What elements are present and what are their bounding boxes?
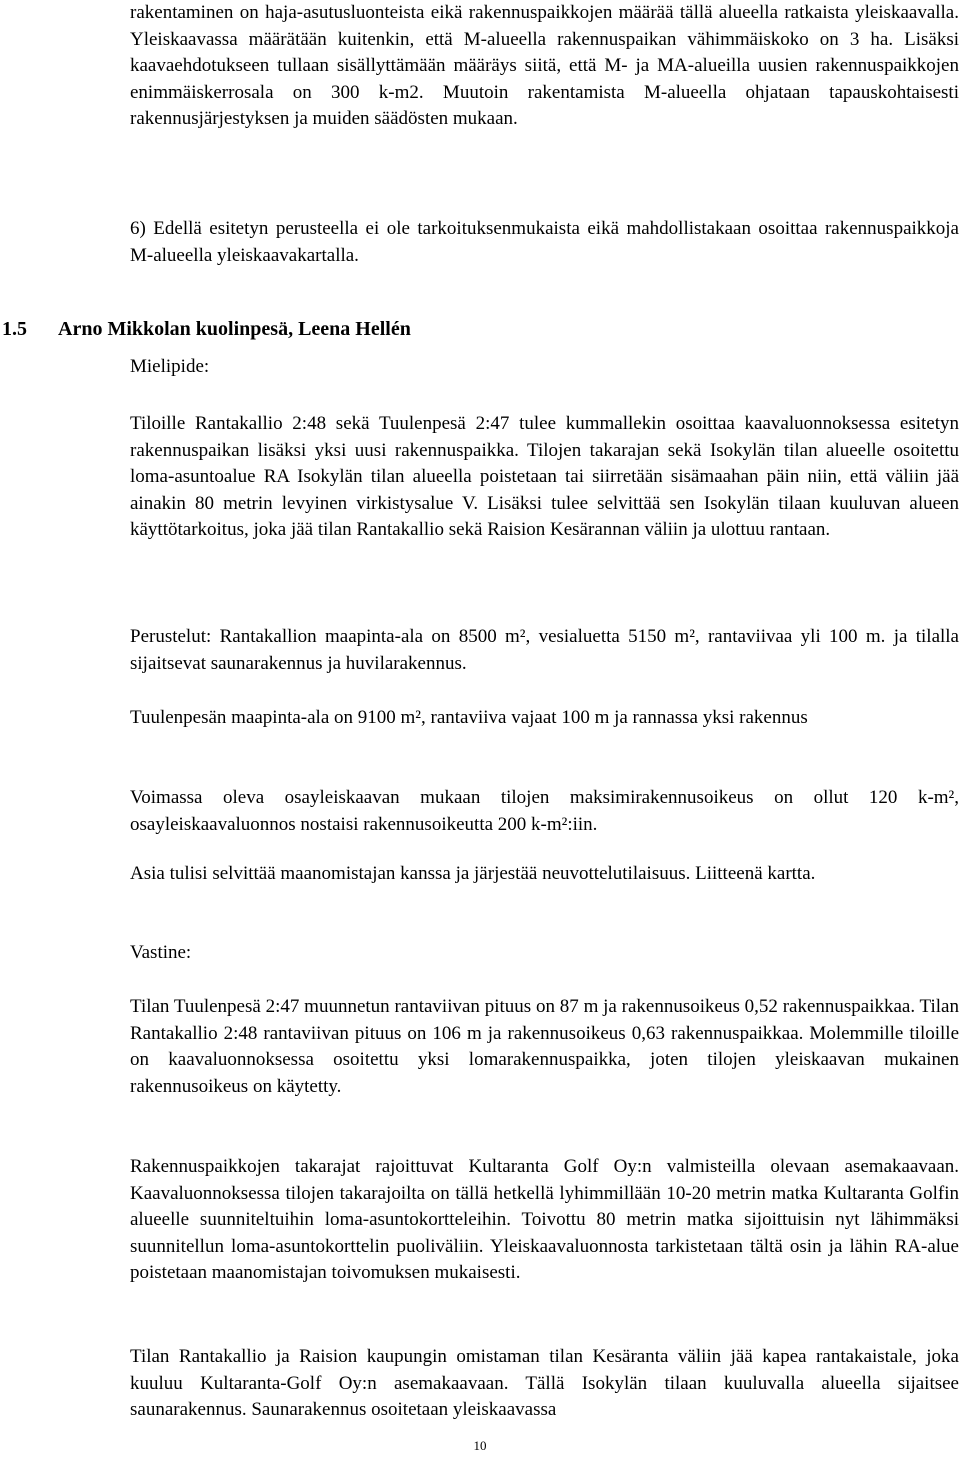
response-paragraph-3: Tilan Rantakallio ja Raision kaupungin omistaman tilan Kesäranta väliin jää kapea rantakaistale, joka kuuluu Kultaranta-Golf Oy:n asemakaavaan. Tällä Isokylän tilaan kuuluvalla alueella sijaitsee saunarakennus. Saunarakennus osoitetaan yleiskaavassa [130,1346,959,1420]
section-title: Arno Mikkolan kuolinpesä, Leena Hellén [58,318,411,340]
response-paragraph-2: Rakennuspaikkojen takarajat rajoittuvat Kultaranta Golf Oy:n valmisteilla olevaan asemakaavaan. Kaavaluonnoksessa tilojen takarajoilta on tällä hetkellä lyhimmillään 10-20 metrin matka Kultaranta Golfin alueelle suunniteltuihin loma-asuntokortteleihin. Toivottu 80 metrin matka sijoittuisin nyt lähimmäksi suunnitellun loma-asuntokorttelin puoliväliin. Yleiskaavaluonnosta tarkistetaan tältä osin ja lähin RA-alue poistetaan maanomistajan toivomuksen mukaisesti. [130,1156,959,1283]
response-paragraph-1: Tilan Tuulenpesä 2:47 muunnetun rantaviivan pituus on 87 m ja rakennusoikeus 0,52 rakennuspaikkaa. Tilan Rantakallio 2:48 rantaviivan pituus on 106 m ja rakennusoikeus 0,63 rakennuspaikkaa. Molemmille tiloille on kaavaluonnoksessa osoitettu yksi lomarakennuspaikka, joten tilojen yleiskaavan mukainen rakennusoikeus on käytetty. [130,996,959,1097]
opinion-paragraph-2: Perustelut: Rantakallion maapinta-ala on 8500 m², vesialuetta 5150 m², rantaviivaa yli 100 m. ja tilalla sijaitsevat saunarakennus ja huvilarakennus. [130,626,959,674]
section-number: 1.5 [2,318,27,340]
page-number: 10 [473,1438,487,1453]
response-label: Vastine: [130,942,192,963]
section-heading [2,318,411,341]
opinion-paragraph-1: Tiloille Rantakallio 2:48 sekä Tuulenpesä 2:47 tulee kummallekin osoittaa kaavaluonnoksessa esitetyn rakennuspaikan lisäksi yksi uusi rakennuspaikka. Tilojen takarajan sekä Isokylän tilan alueelle osoitettu loma-asuntoalue RA Isokylän tilan alueella poistetaan tai siirretään sisämaahan päin niin, että väliin jää ainakin 80 metrin levyinen virkistysalue V. Lisäksi tulee selvittää sen Isokylän tilaan kuuluvan alueen käyttötarkoitus, joka jää tilan Rantakallio sekä Raision Kesärannan väliin ja ulottuu rantaan. [130,413,959,540]
opinion-label: Mielipide: [130,356,210,377]
opinion-paragraph-4: Voimassa oleva osayleiskaavan mukaan tilojen maksimirakennusoikeus on ollut 120 k-m², osayleiskaavaluonnos nostaisi rakennusoikeutta 200 k-m²:iin. [130,787,959,835]
intro-paragraph: rakentaminen on haja-asutusluonteista eikä rakennuspaikkojen määrää tällä alueella ratkaista yleiskaavalla. Yleiskaavassa määrätään kuitenkin, että M-alueella rakennuspaikan vähimmäiskoko on 3 ha. Lisäksi kaavaehdotukseen tullaan sisällyttämään määräys siitä, että M- ja MA-alueilla uusien rakennuspaikkojen enimmäiskerrosala on 300 k-m2. Muutoin rakentamista M-alueella ohjataan tapauskohtaisesti rakennusjärjestyksen ja muiden säädösten mukaan. [130,2,959,129]
opinion-paragraph-3: Tuulenpesän maapinta-ala on 9100 m², rantaviiva vajaat 100 m ja rannassa yksi rakennus [130,707,808,728]
item-6-paragraph: 6) Edellä esitetyn perusteella ei ole tarkoituksenmukaista eikä mahdollistakaan osoittaa rakennuspaikkoja M-alueella yleiskaavakartalla. [130,218,959,266]
opinion-paragraph-5: Asia tulisi selvittää maanomistajan kanssa ja järjestää neuvottelutilaisuus. Liitteenä kartta. [130,863,816,884]
